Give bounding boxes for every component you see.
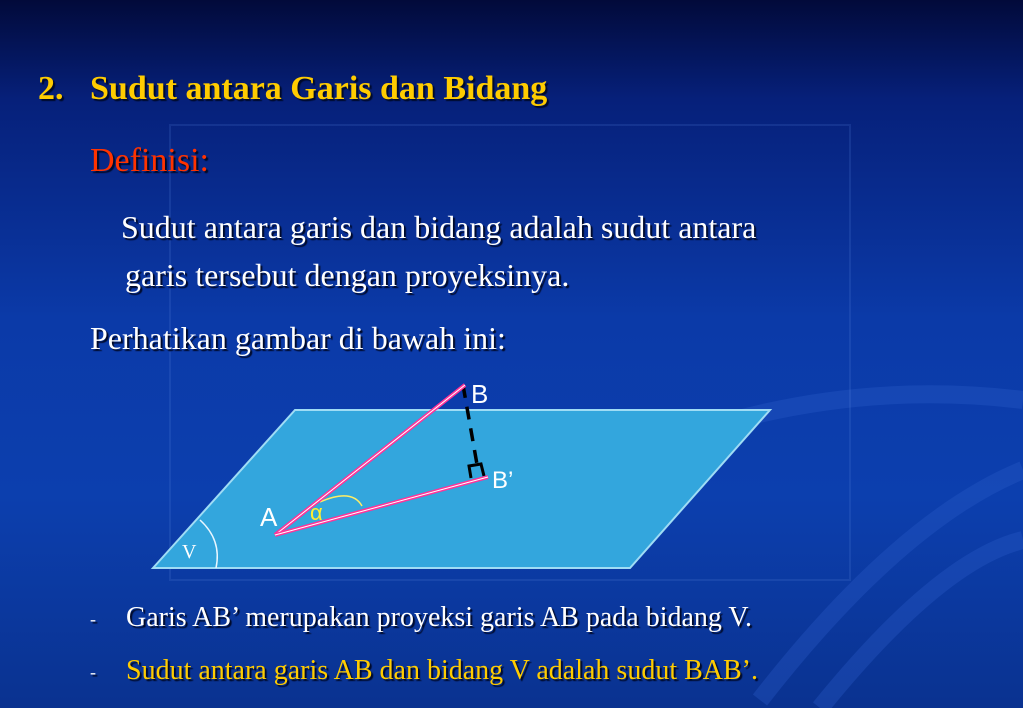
definition-line-1: Sudut antara garis dan bidang adalah sudut antara bbox=[121, 209, 757, 245]
definition-line-2: garis tersebut dengan proyeksinya. bbox=[125, 257, 570, 293]
bullet-text-2: Sudut antara garis AB dan bidang V adalah sudut BAB’. bbox=[126, 655, 758, 686]
label-b-prime: B’ bbox=[492, 467, 514, 494]
bullet-text-1: Garis AB’ merupakan proyeksi garis AB pada bidang V. bbox=[126, 602, 753, 633]
bullet-item-2 bbox=[90, 655, 758, 687]
definition-heading: Definisi: bbox=[90, 142, 209, 179]
title-text: Sudut antara Garis dan Bidang bbox=[90, 70, 548, 107]
label-b: B bbox=[471, 379, 489, 409]
title-number: 2. bbox=[38, 70, 64, 107]
bullet-item-1 bbox=[90, 602, 752, 634]
label-alpha: α bbox=[310, 500, 323, 525]
bullet-marker-2: - bbox=[90, 662, 96, 683]
plane-v bbox=[153, 410, 770, 568]
label-a: A bbox=[260, 502, 278, 532]
figure-note: Perhatikan gambar di bawah ini: bbox=[90, 320, 506, 356]
bullet-marker-1: - bbox=[90, 609, 96, 630]
label-plane-v: V bbox=[182, 541, 197, 563]
